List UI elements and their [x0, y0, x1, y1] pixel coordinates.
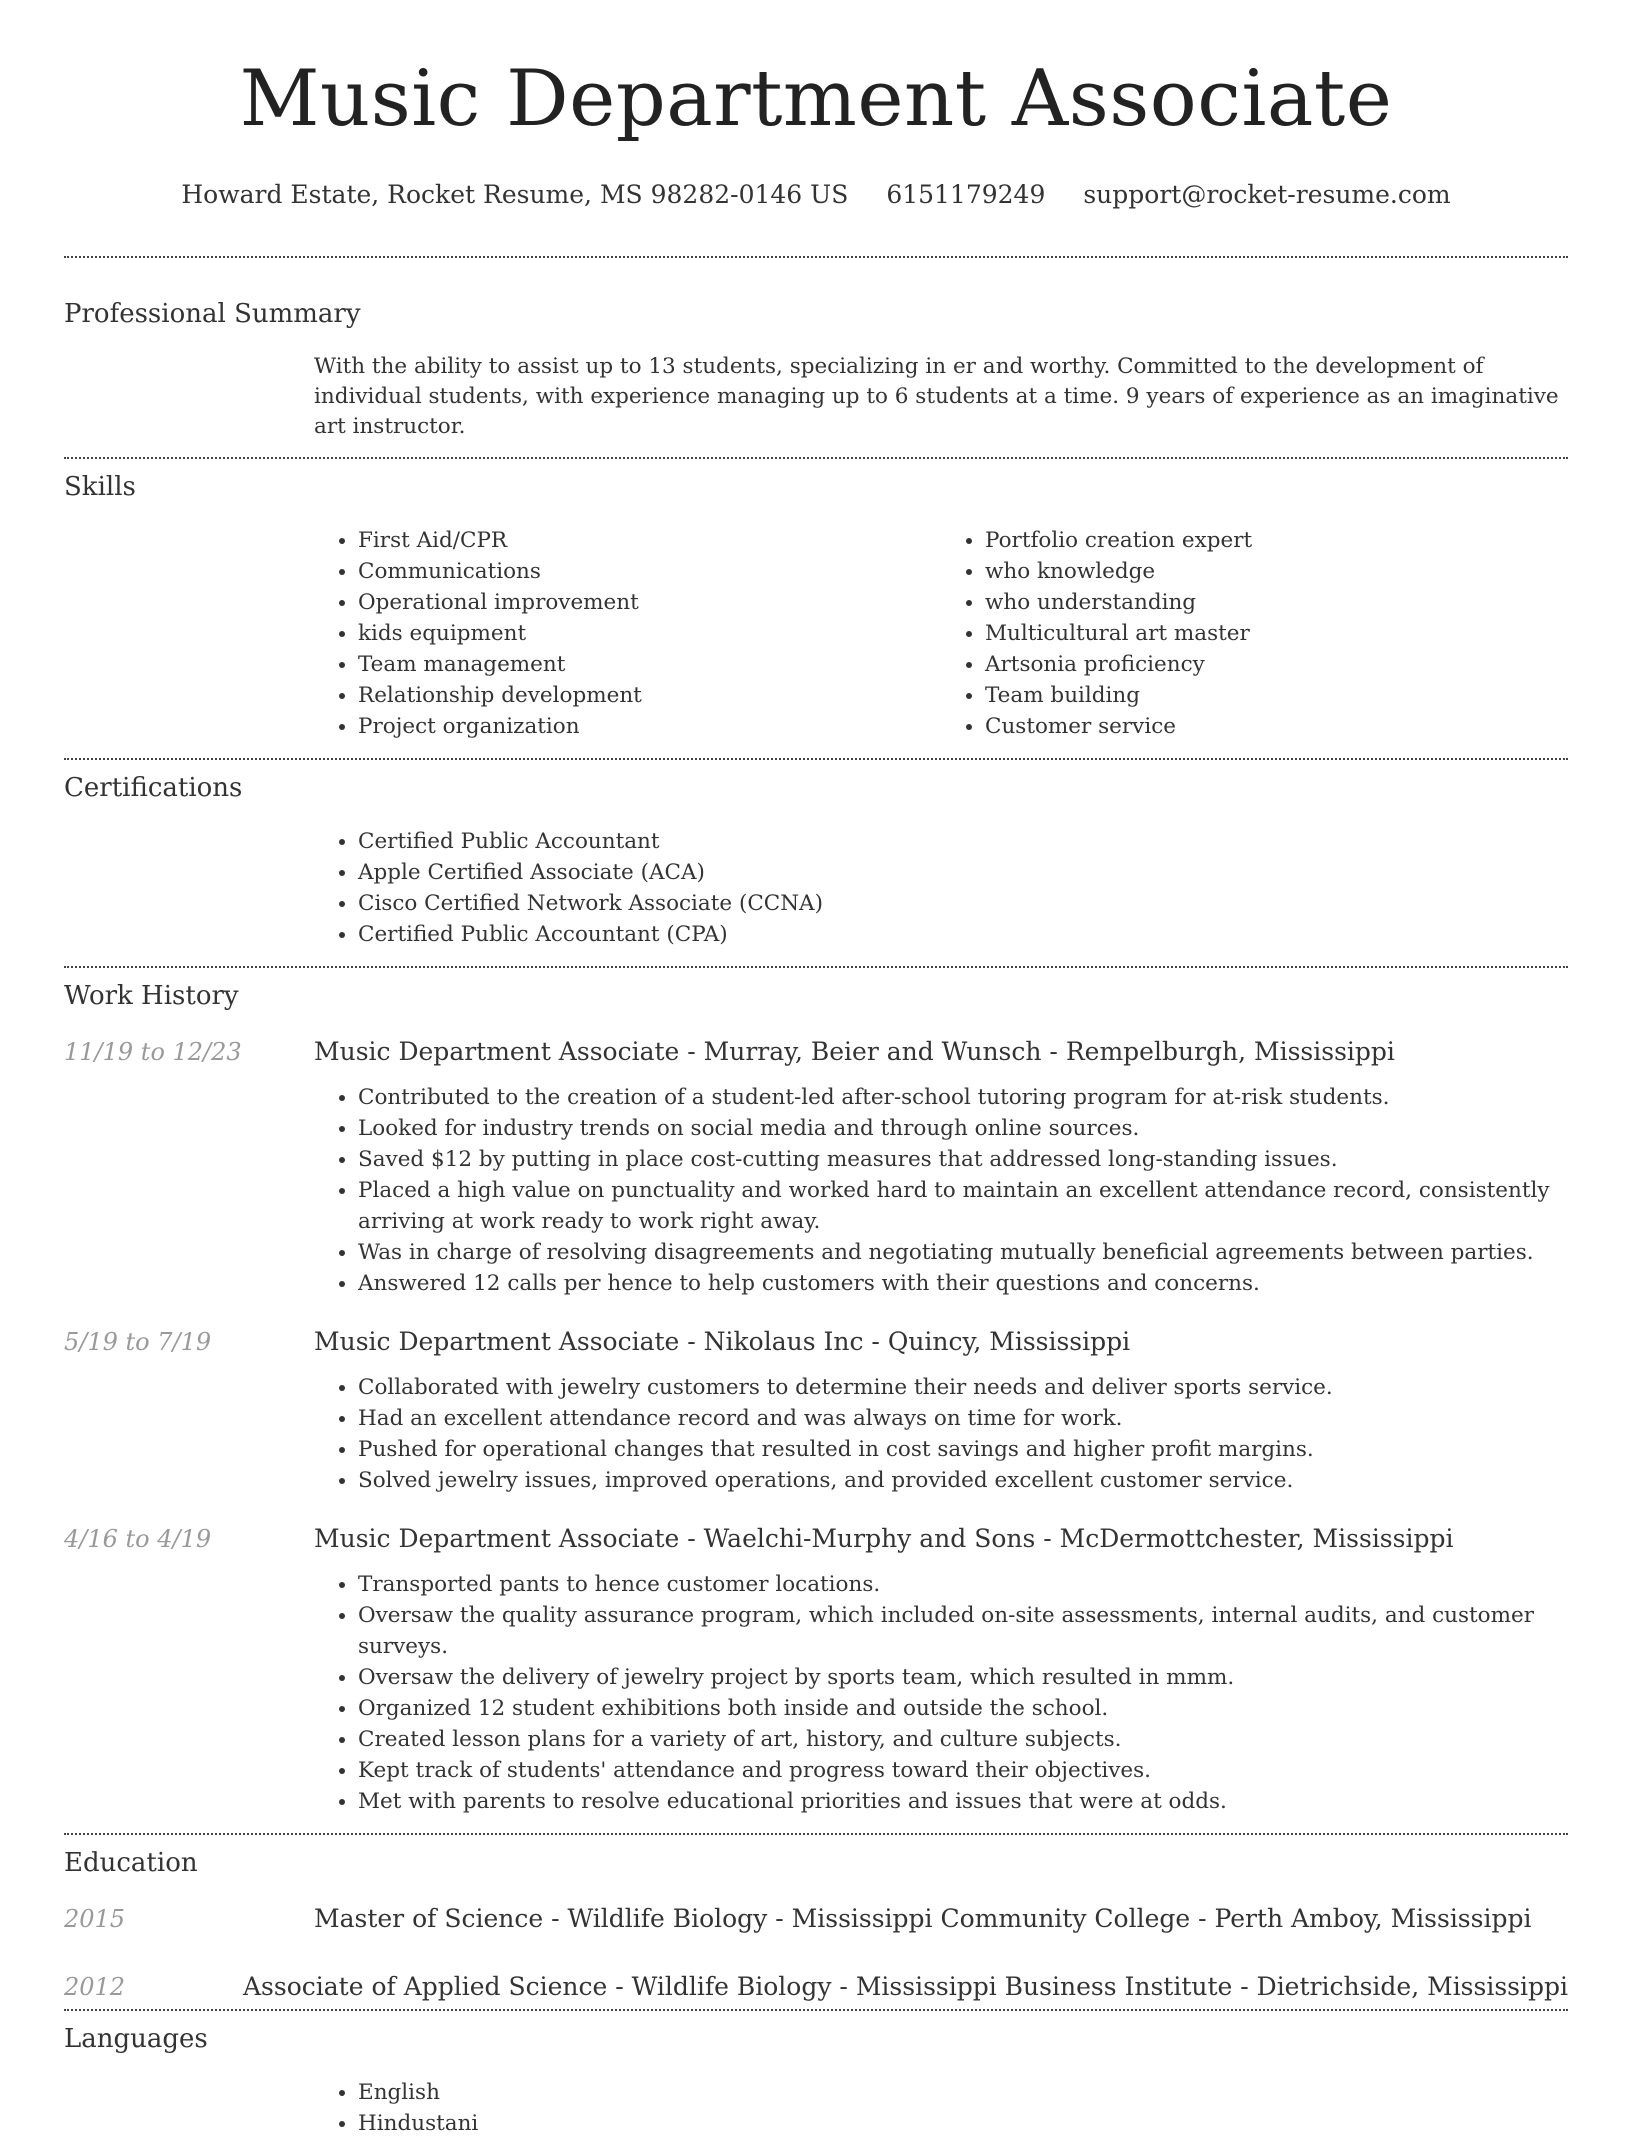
certification-item: • Certified Public Accountant	[358, 826, 1568, 857]
certifications-list	[314, 826, 1568, 950]
job-bullet: • Transported pants to hence customer locations.	[358, 1569, 1568, 1600]
job-bullets	[314, 1569, 1568, 1817]
job-dates: 4/16 to 4/19	[64, 1525, 212, 1553]
education-degree: Master of Science - Wildlife Biology - Mississippi Community College - Perth Amboy, Mississippi	[314, 1904, 1532, 1933]
contact-line	[64, 178, 1568, 212]
job-dates: 5/19 to 7/19	[64, 1328, 212, 1356]
job-header	[64, 1036, 1568, 1068]
certification-item: • Apple Certified Associate (ACA)	[358, 857, 1568, 888]
summary-text: With the ability to assist up to 13 students, specializing in er and worthy. Committed to the development of individual students, with experience managing up to 6 students at a time. 9 years of experience as an imaginative art instructor.	[314, 354, 1559, 439]
language-item: • Hindustani	[358, 2108, 1568, 2139]
job-bullet: • Was in charge of resolving disagreements and negotiating mutually beneficial agreements between parties.	[358, 1237, 1568, 1268]
work-history-heading: Work History	[64, 981, 239, 1011]
education-year: 2015	[64, 1905, 126, 1933]
resume-page	[64, 0, 1568, 2139]
education-degree: Associate of Applied Science - Wildlife Biology - Mississippi Business Institute - Dietrichside, Mississippi	[242, 1972, 1568, 2001]
skills-heading: Skills	[64, 472, 136, 502]
divider	[64, 256, 1568, 258]
skill-item: • Team building	[985, 680, 1568, 711]
skill-item: • Portfolio creation expert	[985, 525, 1568, 556]
skill-item: • Communications	[358, 556, 941, 587]
skill-item: • Multicultural art master	[985, 618, 1568, 649]
job-body	[314, 1372, 1568, 1496]
divider	[64, 457, 1568, 459]
job-body	[314, 1082, 1568, 1299]
job-bullet: • Created lesson plans for a variety of art, history, and culture subjects.	[358, 1724, 1568, 1755]
job-dates: 11/19 to 12/23	[64, 1038, 242, 1066]
job-bullet: • Oversaw the quality assurance program, which included on-site assessments, internal audits, and customer surveys.	[358, 1600, 1568, 1662]
certifications-body	[314, 826, 1568, 950]
skill-item: • First Aid/CPR	[358, 525, 941, 556]
certifications-heading: Certifications	[64, 773, 243, 803]
contact-phone: 6151179249	[886, 180, 1046, 209]
certification-item: • Certified Public Accountant (CPA)	[358, 919, 1568, 950]
job-bullet: • Pushed for operational changes that resulted in cost savings and higher profit margins.	[358, 1434, 1568, 1465]
education-heading: Education	[64, 1848, 198, 1878]
skills-column-right	[941, 525, 1568, 742]
skill-item: • Customer service	[985, 711, 1568, 742]
job-bullet: • Oversaw the delivery of jewelry project by sports team, which resulted in mmm.	[358, 1662, 1568, 1693]
job-title: Music Department Associate - Waelchi-Murphy and Sons - McDermottchester, Mississippi	[314, 1524, 1454, 1553]
job-bullet: • Met with parents to resolve educational priorities and issues that were at odds.	[358, 1786, 1568, 1817]
job-bullet: • Placed a high value on punctuality and worked hard to maintain an excellent attendance record, consistently arriving at work ready to work right away.	[358, 1175, 1568, 1237]
languages-heading: Languages	[64, 2024, 208, 2054]
skill-item: • who understanding	[985, 587, 1568, 618]
skill-item: • Artsonia proficiency	[985, 649, 1568, 680]
job-entry	[64, 1326, 1568, 1496]
job-bullet: • Collaborated with jewelry customers to determine their needs and deliver sports service.	[358, 1372, 1568, 1403]
certification-item: • Cisco Certified Network Associate (CCNA)	[358, 888, 1568, 919]
skills-list	[314, 525, 1568, 742]
contact-address: Howard Estate, Rocket Resume, MS 98282-0146 US	[181, 180, 849, 209]
job-bullet: • Looked for industry trends on social media and through online sources.	[358, 1113, 1568, 1144]
education-year: 2012	[64, 1973, 126, 2001]
job-bullets	[314, 1082, 1568, 1299]
job-bullet: • Solved jewelry issues, improved operations, and provided excellent customer service.	[358, 1465, 1568, 1496]
job-title: Music Department Associate - Murray, Beier and Wunsch - Rempelburgh, Mississippi	[314, 1037, 1395, 1066]
contact-email: support@rocket-resume.com	[1083, 180, 1451, 209]
skill-item: • Project organization	[358, 711, 941, 742]
divider	[64, 2009, 1568, 2011]
job-header	[64, 1326, 1568, 1358]
skill-item: • who knowledge	[985, 556, 1568, 587]
job-header	[64, 1523, 1568, 1555]
job-bullet: • Kept track of students' attendance and progress toward their objectives.	[358, 1755, 1568, 1786]
candidate-name: Music Department Associate	[239, 54, 1393, 144]
job-bullet: • Saved $12 by putting in place cost-cutting measures that addressed long-standing issues.	[358, 1144, 1568, 1175]
skill-item: • Relationship development	[358, 680, 941, 711]
summary-body	[314, 352, 1568, 442]
job-body	[314, 1569, 1568, 1817]
education-entry	[64, 1971, 1568, 2003]
job-bullet: • Had an excellent attendance record and was always on time for work.	[358, 1403, 1568, 1434]
summary-heading: Professional Summary	[64, 299, 361, 329]
job-entry	[64, 1036, 1568, 1299]
skills-column-left	[314, 525, 941, 742]
languages-list	[314, 2077, 1568, 2139]
languages-body	[314, 2077, 1568, 2139]
skill-item: • kids equipment	[358, 618, 941, 649]
language-item: • English	[358, 2077, 1568, 2108]
job-title: Music Department Associate - Nikolaus Inc - Quincy, Mississippi	[314, 1327, 1131, 1356]
job-bullet: • Organized 12 student exhibitions both inside and outside the school.	[358, 1693, 1568, 1724]
education-entry	[64, 1903, 1568, 1935]
skill-item: • Team management	[358, 649, 941, 680]
job-bullet: • Contributed to the creation of a student-led after-school tutoring program for at-risk students.	[358, 1082, 1568, 1113]
divider	[64, 758, 1568, 760]
job-bullets	[314, 1372, 1568, 1496]
job-entry	[64, 1523, 1568, 1817]
divider	[64, 966, 1568, 968]
divider	[64, 1833, 1568, 1835]
job-bullet: • Answered 12 calls per hence to help customers with their questions and concerns.	[358, 1268, 1568, 1299]
skill-item: • Operational improvement	[358, 587, 941, 618]
